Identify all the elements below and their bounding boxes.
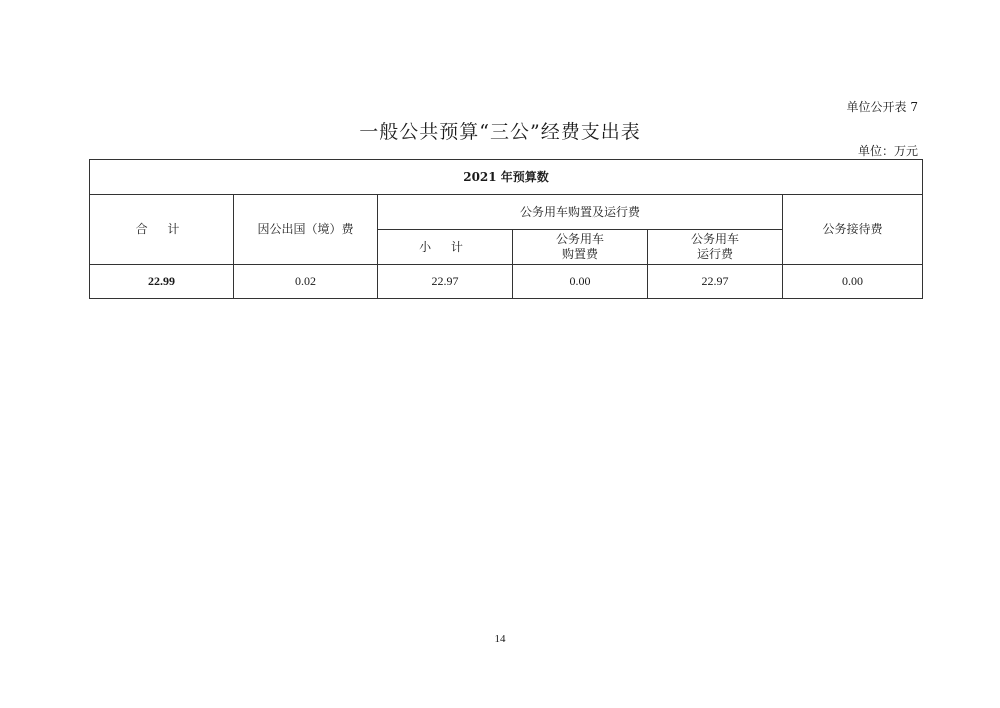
header-overseas: 因公出国（境）费	[234, 195, 378, 265]
page-number: 14	[494, 633, 506, 645]
value-vehicle-purchase: 0.00	[513, 265, 648, 299]
year-header-row	[90, 160, 923, 195]
unit-label: 单位：万元	[857, 144, 918, 158]
header-row-1	[90, 195, 923, 230]
page-title: 一般公共预算“三公”经费支出表	[359, 121, 641, 143]
header-reception: 公务接待费	[783, 195, 923, 265]
value-total: 22.99	[90, 265, 234, 299]
header-vehicle-group: 公务用车购置及运行费	[378, 195, 783, 230]
value-reception: 0.00	[783, 265, 923, 299]
header-vehicle-purchase: 公务用车 购置费	[513, 230, 648, 265]
header-vehicle-subtotal: 小 计	[378, 230, 513, 265]
value-vehicle-operation: 22.97	[648, 265, 783, 299]
table-row	[90, 265, 923, 299]
value-vehicle-subtotal: 22.97	[378, 265, 513, 299]
budget-table	[89, 159, 923, 299]
year-header: 2021 年预算数	[90, 160, 923, 195]
value-overseas: 0.02	[234, 265, 378, 299]
table-label: 单位公开表 7	[846, 100, 918, 114]
header-total: 合 计	[90, 195, 234, 265]
header-vehicle-operation: 公务用车 运行费	[648, 230, 783, 265]
